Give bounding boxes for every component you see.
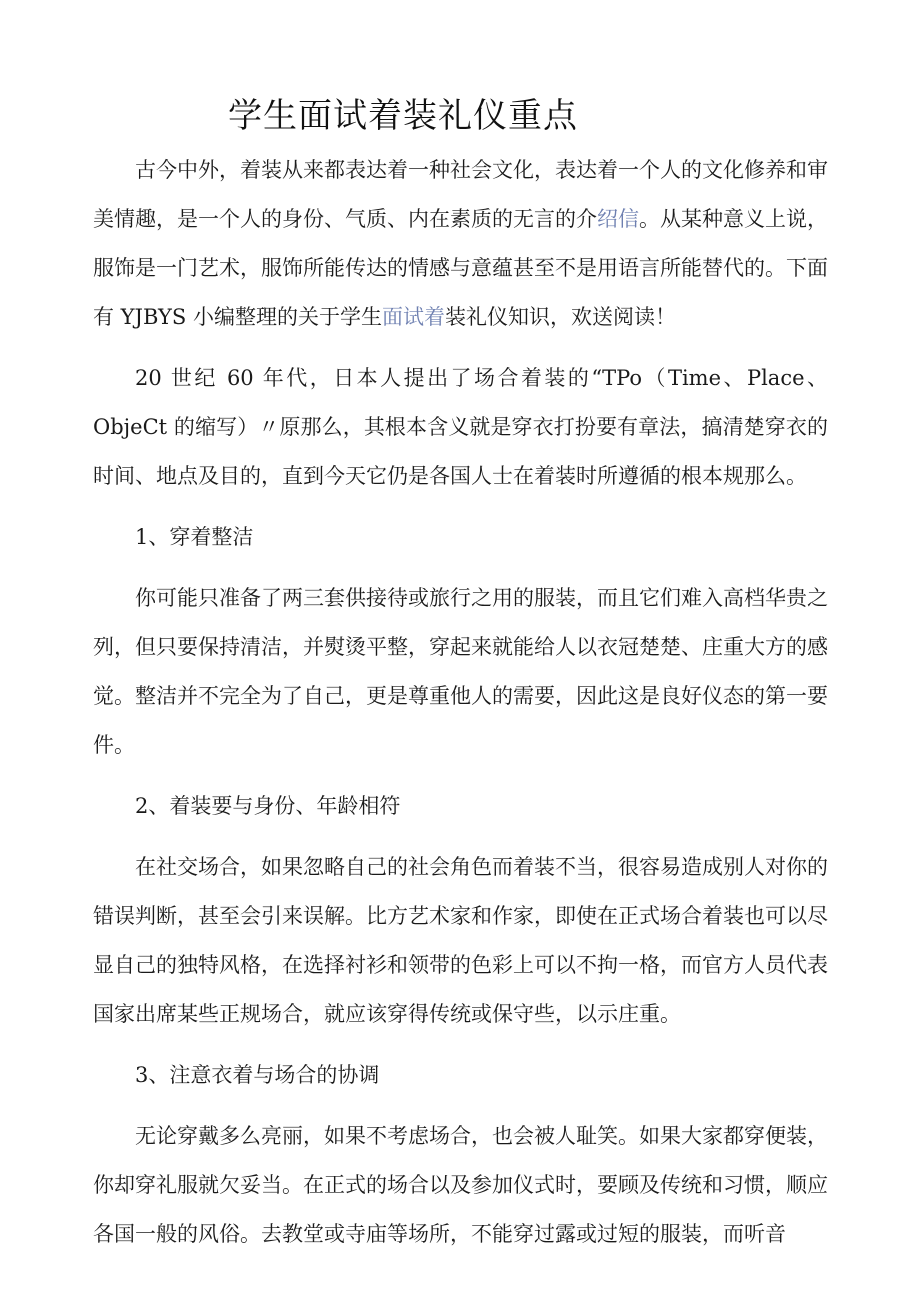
section-text-3: 无论穿戴多么亮丽，如果不考虑场合，也会被人耻笑。如果大家都穿便装，你却穿礼服就欠妥当。在正式的场合以及参加仪式时，要顾及传统和习惯，顺应各国一般的风俗。去教堂或寺庙等场所，不能穿过露或过短的服装，而听音: [93, 1124, 828, 1246]
intro-link-1[interactable]: 绍信: [597, 207, 639, 231]
section-heading-2: 2、着装要与身份、年龄相符: [135, 794, 401, 818]
section-heading-1: 1、穿着整洁: [135, 525, 254, 549]
intro-paragraph: [93, 146, 828, 342]
intro-link-2[interactable]: 面试着: [381, 305, 445, 329]
section-text-2: 在社交场合，如果忽略自己的社会角色而着装不当，很容易造成别人对你的错误判断，甚至会引来误解。比方艺术家和作家，即使在正式场合着装也可以尽显自己的独特风格，在选择衬衫和领带的色彩上可以不拘一格，而官方人员代表国家出席某些正规场合，就应该穿得传统或保守些，以示庄重。: [93, 855, 828, 1026]
intro-text-1: 古今中外，着装从来都表达着一种社会文化，表达着一个人的文化修养和审美情趣，是一个人的身份、气质、内在素质的无言的介: [93, 158, 828, 231]
section-heading-3: 3、注意衣着与场合的协调: [135, 1063, 380, 1087]
tpo-paragraph: 20 世纪 60 年代，日本人提出了场合着装的“TPo（Time、Place、ObjeCt 的缩写）〃原那么，其根本含义就是穿衣打扮要有章法，搞清楚穿衣的时间、地点及目的，直到今天它仍是各国人士在着装时所遵循的根本规那么。: [93, 366, 828, 488]
document-title: 学生面试着装礼仪重点: [228, 96, 578, 136]
intro-text-2: 。从某种意义上说，服饰是一门艺术，服饰所能传达的情感与意蕴甚至不是用语言所能替代的。下面有 YJBYS 小编整理的关于学生: [93, 207, 828, 329]
section-text-1: 你可能只准备了两三套供接待或旅行之用的服装，而且它们难入高档华贵之列，但只要保持清洁，并熨烫平整，穿起来就能给人以衣冠楚楚、庄重大方的感觉。整洁并不完全为了自己，更是尊重他人的需要，因此这是良好仪态的第一要件。: [93, 586, 828, 757]
document-body: [93, 146, 828, 1271]
intro-text-3: 装礼仪知识，欢送阅读！: [444, 305, 676, 329]
